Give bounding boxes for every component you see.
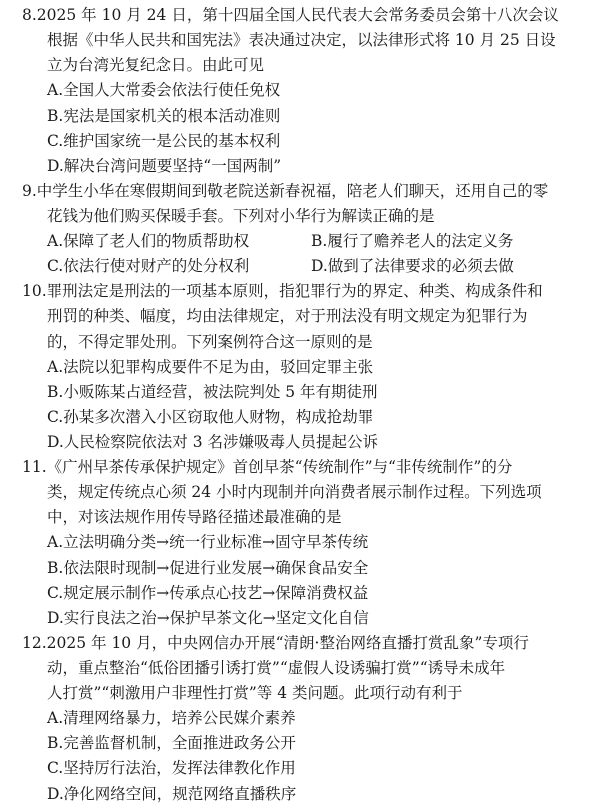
question-9-stem-line-1: 9.中学生小华在寒假期间到敬老院送新春祝福，陪老人们聊天，还用自己的零 <box>22 181 549 200</box>
question-12-option-b: B.完善监督机制，全面推进政务公开 <box>47 734 296 753</box>
question-12-stem-line-3: 人打赏”“刺激用户非理性打赏”等 4 类问题。此项行动有利于 <box>47 684 463 702</box>
question-8-stem-line-1: 8.2025 年 10 月 24 日，第十四届全国人民代表大会常务委员会第十八次会议 <box>22 6 559 24</box>
question-8-option-c: C.维护国家统一是公民的基本权利 <box>47 131 281 150</box>
question-10-stem-line-3: 的，不得定罪处刑。下列案例符合这一原则的是 <box>47 332 373 351</box>
question-8-option-d: D.解决台湾问题要坚持“一国两制” <box>47 156 282 175</box>
question-11-option-b: B.依法限时现制→促进行业发展→确保食品安全 <box>47 558 369 577</box>
question-9-stem-line-2: 花钱为他们购买保暖手套。下列对小华行为解读正确的是 <box>47 206 435 225</box>
question-8-option-b: B.宪法是国家机关的根本活动准则 <box>47 106 281 125</box>
question-10-option-b: B.小贩陈某占道经营，被法院判处 5 年有期徒刑 <box>47 382 378 401</box>
question-9-option-a: A.保障了老人们的物质帮助权 <box>47 232 250 250</box>
question-12-option-d: D.净化网络空间，规范网络直播秩序 <box>47 784 297 803</box>
question-12-option-c: C.坚持厉行法治，发挥法律教化作用 <box>47 759 296 778</box>
question-11-stem-line-2: 类，规定传统点心须 24 小时内现制并向消费者展示制作过程。下列选项 <box>47 483 542 502</box>
question-10-option-d: D.人民检察院依法对 3 名涉嫌吸毒人员提起公诉 <box>47 432 379 451</box>
question-11-option-d: D.实行良法之治→保护早茶文化→坚定文化自信 <box>47 608 369 627</box>
question-9-option-b: B.履行了赡养老人的法定义务 <box>311 232 514 250</box>
question-10-stem-line-1: 10.罪刑法定是刑法的一项基本原则，指犯罪行为的界定、种类、构成条件和 <box>22 282 543 301</box>
question-12-option-a: A.清理网络暴力，培养公民媒介素养 <box>47 709 296 728</box>
question-9-option-d: D.做到了法律要求的必须去做 <box>311 257 514 276</box>
question-11-stem-line-3: 中，对该法规作用传导路径描述最准确的是 <box>47 508 342 527</box>
question-8-option-a: A.全国人大常委会依法行使任免权 <box>47 81 281 100</box>
question-10-option-c: C.孙某多次潜入小区窃取他人财物，构成抢劫罪 <box>47 407 374 426</box>
question-8-stem-line-2: 根据《中华人民共和国宪法》表决通过决定，以法律形式将 10 月 25 日设 <box>47 31 556 50</box>
question-12-stem-line-1: 12.2025 年 10 月，中央网信办开展“清朗·整治网络直播打赏乱象”专项行 <box>22 633 529 652</box>
question-12-stem-line-2: 动，重点整治“低俗团播引诱打赏”“虚假人设诱骗打赏”“诱导未成年 <box>47 658 506 677</box>
question-9-option-c: C.依法行使对财产的处分权利 <box>47 257 250 276</box>
question-11-option-c: C.规定展示制作→传承点心技艺→保障消费权益 <box>47 583 369 602</box>
question-11-stem-line-1: 11.《广州早茶传承保护规定》首创早茶“传统制作”与“非传统制作”的分 <box>22 458 513 476</box>
question-10-option-a: A.法院以犯罪构成要件不足为由，驳回定罪主张 <box>47 357 374 376</box>
question-11-option-a: A.立法明确分类→统一行业标准→固守早茶传统 <box>47 533 369 552</box>
question-8-stem-line-3: 立为台湾光复纪念日。由此可见 <box>47 56 265 75</box>
question-10-stem-line-2: 刑罚的种类、幅度，均由法律规定，对于刑法没有明文规定为犯罪行为 <box>47 307 528 326</box>
